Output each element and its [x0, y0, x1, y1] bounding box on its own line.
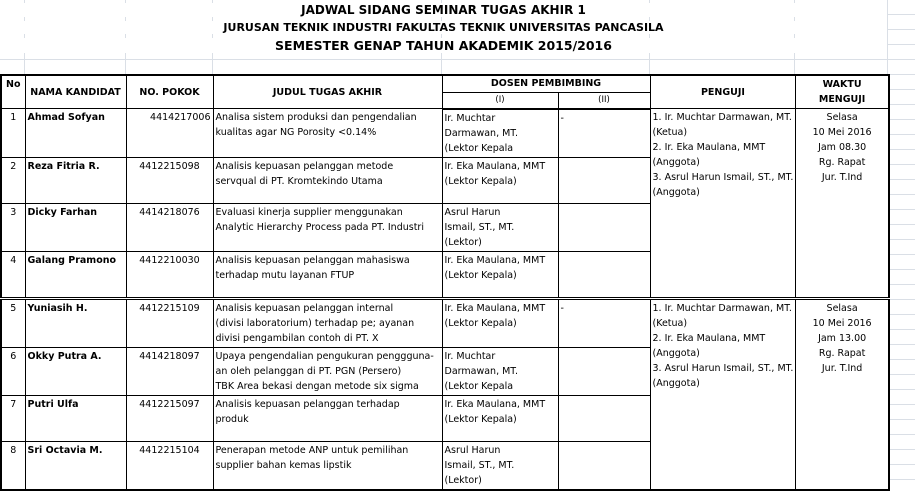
header-waktu[interactable]: WAKTU MENGUJI	[796, 75, 889, 109]
candidate-name[interactable]: Dicky Farhan	[25, 203, 126, 251]
candidate-name[interactable]: Yuniasih H.	[25, 298, 126, 347]
thesis-title-line: Analytic Hierarchy Process pada PT. Industri	[215, 221, 424, 233]
advisor-1-line: Asrul Harun	[444, 444, 501, 456]
advisor-1-line: (Lektor Kepala)	[444, 175, 517, 187]
student-number[interactable]: 4412215097	[126, 395, 213, 441]
student-number[interactable]: 4414217006	[126, 109, 213, 158]
student-number[interactable]: 4412215109	[126, 298, 213, 347]
examiners-line: (Anggota)	[652, 187, 700, 198]
examiners-line: 1. Ir. Muchtar Darmawan, MT.	[652, 302, 792, 314]
thesis-title-line: Analisis kepuasan pelanggan metode	[215, 160, 394, 172]
examiners-line: 3. Asrul Harun Ismail, ST., MT.	[652, 172, 794, 183]
examiners-line: (Ketua)	[652, 317, 688, 329]
advisor-1-line: Ir. Eka Maulana, MMT	[444, 302, 546, 314]
advisor-1-line: Ir. Eka Maulana, MMT	[444, 160, 546, 172]
candidate-name[interactable]: Sri Octavia M.	[25, 441, 126, 490]
thesis-title-line: an oleh pelanggan di PT. PGN (Persero)	[215, 365, 402, 377]
header-nama[interactable]: NAMA KANDIDAT	[25, 75, 126, 109]
advisor-2[interactable]	[558, 157, 650, 203]
advisor-1[interactable]	[442, 109, 558, 158]
advisor-1-line: Ismail, ST., MT.	[444, 221, 515, 233]
examiners-line: 2. Ir. Eka Maulana, MMT	[652, 142, 766, 153]
advisor-1-line: (Lektor)	[444, 474, 482, 486]
advisor-1[interactable]	[442, 251, 558, 298]
advisor-1-line: Ir. Eka Maulana, MMT	[444, 254, 546, 266]
advisor-1[interactable]	[442, 298, 558, 347]
thesis-title-line: supplier bahan kemas lipstik	[215, 459, 352, 471]
advisor-1[interactable]	[442, 203, 558, 251]
examiners-line: (Anggota)	[652, 347, 700, 359]
thesis-title-line: Evaluasi kinerja supplier menggunakan	[215, 206, 403, 218]
advisor-1-line: Asrul Harun	[444, 206, 501, 218]
examiners-line: (Anggota)	[652, 377, 700, 389]
thesis-title-line: (divisi laboratorium) terhadap pe; ayanan	[215, 317, 415, 329]
thesis-title[interactable]	[213, 157, 442, 203]
thesis-title-line: Analisa sistem produksi dan pengendalian	[215, 112, 417, 123]
examiners-line: 2. Ir. Eka Maulana, MMT	[652, 332, 766, 344]
advisor-1[interactable]	[442, 347, 558, 395]
thesis-title[interactable]	[213, 251, 442, 298]
sheet-title: JADWAL SIDANG SEMINAR TUGAS AKHIR 1	[0, 3, 887, 17]
exam-time-line: Jur. T.Ind	[821, 362, 863, 374]
header-dosen-2[interactable]: (II)	[558, 92, 650, 108]
thesis-title-line: Upaya pengendalian pengukuran penggguna-	[215, 350, 434, 362]
advisor-1-line: (Lektor Kepala	[444, 142, 514, 154]
row-number[interactable]: 1	[1, 109, 25, 158]
student-number[interactable]: 4414218097	[126, 347, 213, 395]
advisor-2[interactable]	[558, 395, 650, 441]
advisor-1[interactable]	[442, 441, 558, 490]
examiners-line: 3. Asrul Harun Ismail, ST., MT.	[652, 362, 794, 374]
advisor-1-line: Ismail, ST., MT.	[444, 459, 515, 471]
advisor-1[interactable]	[442, 157, 558, 203]
advisor-1-line: Ir. Muchtar	[444, 350, 496, 362]
advisor-2[interactable]	[558, 251, 650, 298]
exam-time-line: Jam 13.00	[818, 332, 867, 344]
header-penguji[interactable]: PENGUJI	[650, 75, 796, 109]
row-number[interactable]: 7	[1, 395, 25, 441]
header-judul[interactable]: JUDUL TUGAS AKHIR	[213, 75, 442, 109]
student-number[interactable]: 4412210030	[126, 251, 213, 298]
header-pokok[interactable]: NO. POKOK	[126, 75, 213, 109]
thesis-title[interactable]	[213, 203, 442, 251]
candidate-name[interactable]: Okky Putra A.	[25, 347, 126, 395]
candidate-name[interactable]: Ahmad Sofyan	[25, 109, 126, 158]
candidate-name[interactable]: Reza Fitria R.	[25, 157, 126, 203]
advisor-2[interactable]: -	[558, 109, 650, 158]
thesis-title[interactable]	[213, 347, 442, 395]
exam-time-line: Jam 08.30	[818, 142, 867, 153]
candidate-name[interactable]: Galang Pramono	[25, 251, 126, 298]
thesis-title-line: Analisis kepuasan pelanggan terhadap	[215, 398, 400, 410]
exam-time-line: Jur. T.Ind	[821, 172, 863, 183]
exam-time[interactable]	[796, 109, 889, 299]
thesis-title-line: TBK Area bekasi dengan metode six sigma	[215, 380, 419, 392]
thesis-title[interactable]	[213, 109, 442, 158]
examiners[interactable]	[650, 298, 796, 490]
row-number[interactable]: 6	[1, 347, 25, 395]
student-number[interactable]: 4412215098	[126, 157, 213, 203]
table-row	[1, 298, 889, 347]
thesis-title-line: Analisis kepuasan pelanggan internal	[215, 302, 394, 314]
thesis-title-line: terhadap mutu layanan FTUP	[215, 269, 355, 281]
advisor-1-line: (Lektor)	[444, 236, 482, 248]
exam-time[interactable]	[796, 298, 889, 490]
thesis-title[interactable]	[213, 441, 442, 490]
advisor-1-line: Darmawan, MT.	[444, 365, 518, 377]
advisor-1-line: Ir. Eka Maulana, MMT	[444, 398, 546, 410]
advisor-1-line: (Lektor Kepala)	[444, 413, 517, 425]
student-number[interactable]: 4412215104	[126, 441, 213, 490]
table-row	[1, 109, 889, 158]
row-number[interactable]: 3	[1, 203, 25, 251]
advisor-1-line: (Lektor Kepala)	[444, 269, 517, 281]
thesis-title-line: divisi pengambilan contoh di PT. X	[215, 332, 379, 344]
thesis-title-line: kualitas agar NG Porosity <0.14%	[215, 127, 377, 138]
thesis-title[interactable]	[213, 298, 442, 347]
sheet-subtitle: JURUSAN TEKNIK INDUSTRI FAKULTAS TEKNIK UNIVERSITAS PANCASILA	[0, 21, 887, 34]
examiners-line: (Ketua)	[652, 127, 688, 138]
examiners-line: (Anggota)	[652, 157, 700, 168]
thesis-title-line: Analisis kepuasan pelanggan mahasiswa	[215, 254, 410, 266]
exam-time-line: 10 Mei 2016	[812, 127, 872, 138]
advisor-2[interactable]	[558, 441, 650, 490]
exam-time-line: Rg. Rapat	[818, 347, 866, 359]
exam-time-line: Selasa	[826, 112, 858, 123]
thesis-title-line: produk	[215, 413, 249, 425]
thesis-title-line: Penerapan metode ANP untuk pemilihan	[215, 444, 409, 456]
examiners[interactable]	[650, 109, 796, 299]
advisor-2[interactable]	[558, 203, 650, 251]
advisor-1-line: (Lektor Kepala)	[444, 317, 517, 329]
exam-time-line: Selasa	[826, 302, 858, 314]
thesis-title-line: servqual di PT. Kromtekindo Utama	[215, 175, 383, 187]
row-number[interactable]: 8	[1, 441, 25, 490]
schedule-table	[0, 74, 890, 491]
sheet-semester: SEMESTER GENAP TAHUN AKADEMIK 2015/2016	[0, 38, 887, 53]
row-number[interactable]: 4	[1, 251, 25, 298]
thesis-title[interactable]	[213, 395, 442, 441]
student-number[interactable]: 4414218076	[126, 203, 213, 251]
advisor-2[interactable]: -	[558, 298, 650, 347]
exam-time-line: Rg. Rapat	[818, 157, 866, 168]
exam-time-line: 10 Mei 2016	[812, 317, 872, 329]
examiners-line: 1. Ir. Muchtar Darmawan, MT.	[652, 112, 792, 123]
row-number[interactable]: 5	[1, 298, 25, 347]
advisor-1-line: (Lektor Kepala	[444, 380, 514, 392]
row-number[interactable]: 2	[1, 157, 25, 203]
advisor-1-line: Ir. Muchtar	[444, 112, 496, 124]
advisor-1[interactable]	[442, 395, 558, 441]
header-no[interactable]: No	[1, 75, 25, 109]
header-dosen-1[interactable]: (I)	[442, 92, 558, 108]
advisor-1-line: Darmawan, MT.	[444, 127, 518, 139]
header-dosen[interactable]: DOSEN PEMBIMBING	[442, 75, 650, 92]
advisor-2[interactable]	[558, 347, 650, 395]
candidate-name[interactable]: Putri Ulfa	[25, 395, 126, 441]
